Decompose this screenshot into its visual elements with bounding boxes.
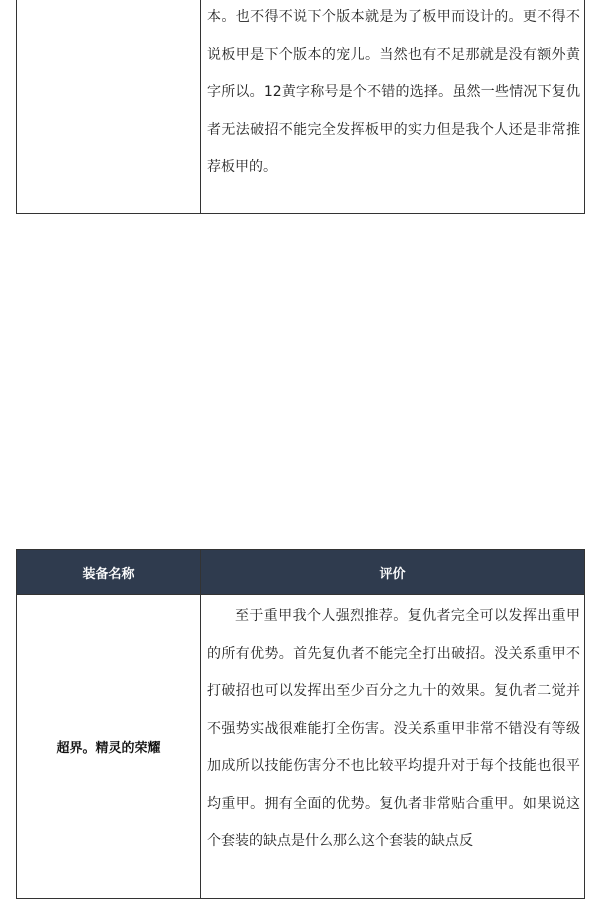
table-row bbox=[17, 0, 585, 214]
review-cell: 至于重甲我个人强烈推荐。复仇者完全可以发挥出重甲的所有优势。首先复仇者不能完全打出破招。没关系重甲不打破招也可以发挥出至少百分之九十的效果。复仇者二觉并不强势实战很难能打全伤害。没关系重甲非常不错没有等级加成所以技能伤害分不也比较平均提升对于每个技能也很平均重甲。拥有全面的优势。复仇者非常贴合重甲。如果说这个套装的缺点是什么那么这个套装的缺点反 bbox=[201, 595, 585, 899]
equipment-name-cell: 超界。精灵的荣耀 bbox=[17, 595, 201, 899]
equipment-table bbox=[16, 549, 585, 899]
review-cell: 本。也不得不说下个版本就是为了板甲而设计的。更不得不说板甲是下个版本的宠儿。当然也有不足那就是没有额外黄字所以。12黄字称号是个不错的选择。虽然一些情况下复仇者无法破招不能完全发挥板甲的实力但是我个人还是非常推荐板甲的。 bbox=[201, 0, 585, 214]
table-row bbox=[17, 595, 585, 899]
equipment-table-continued bbox=[16, 0, 585, 214]
header-review: 评价 bbox=[201, 550, 585, 595]
equipment-name-cell bbox=[17, 0, 201, 214]
table-header-row bbox=[17, 550, 585, 595]
header-equipment-name: 装备名称 bbox=[17, 550, 201, 595]
